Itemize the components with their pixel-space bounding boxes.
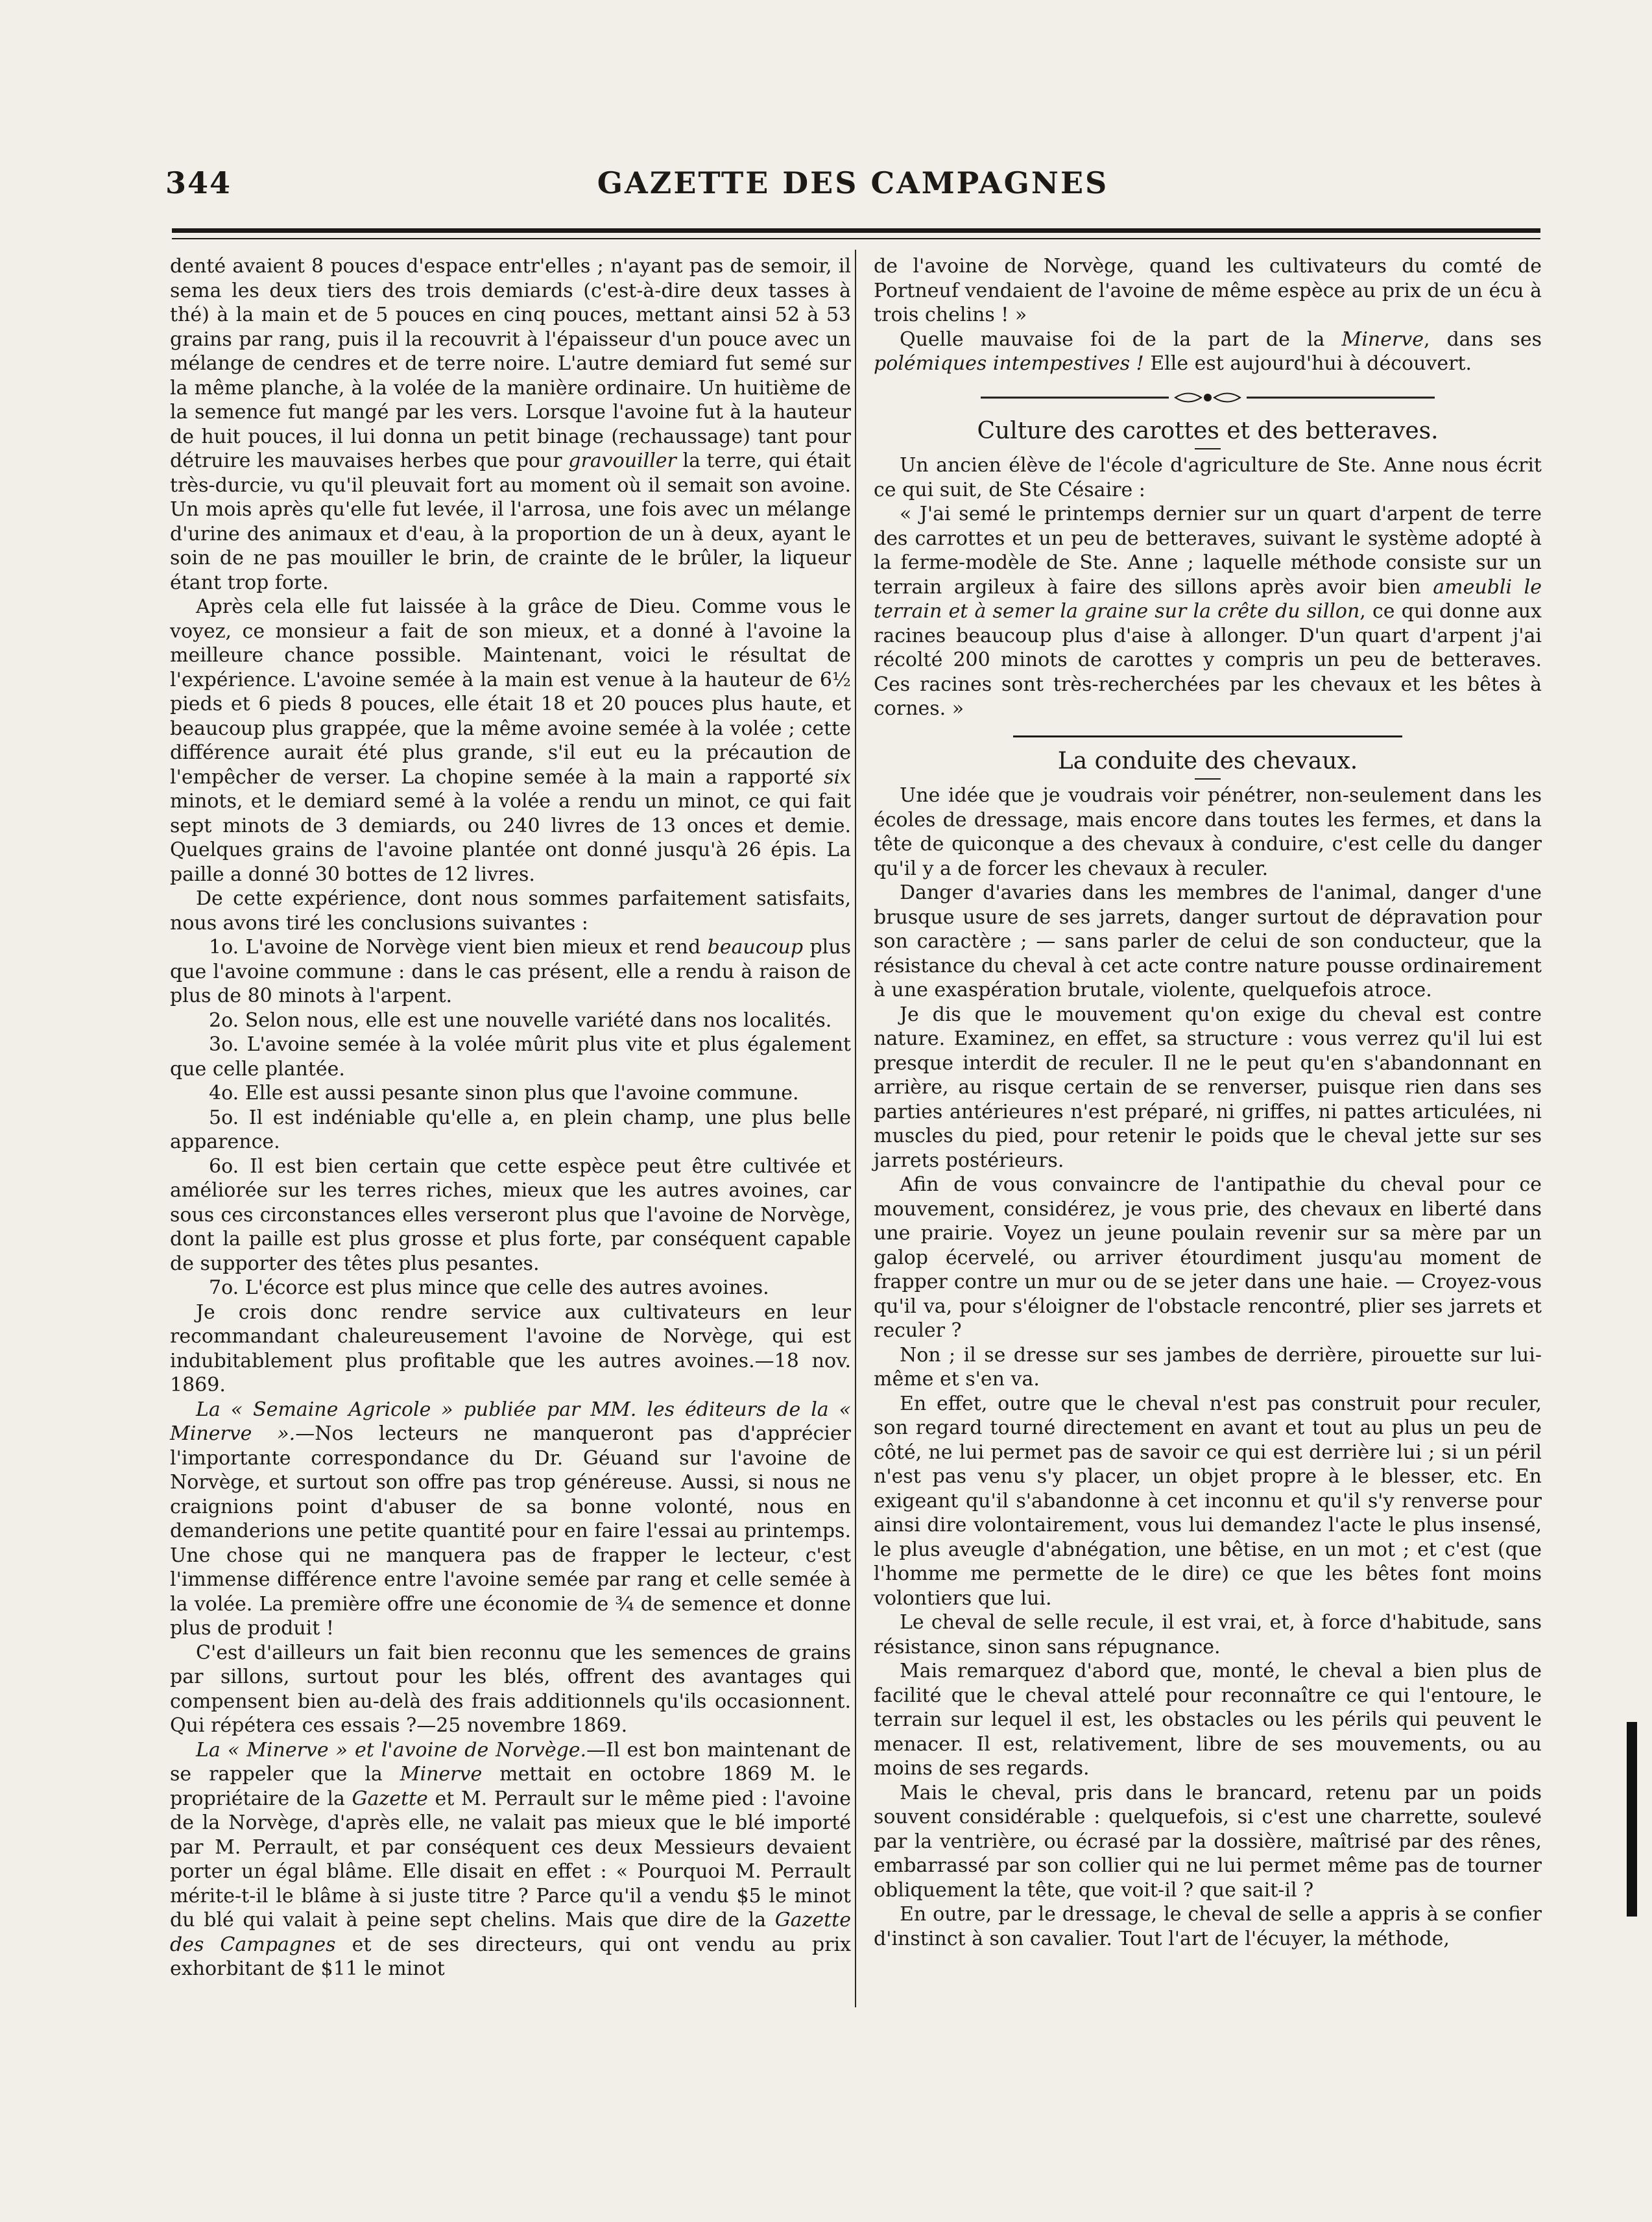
list-item: 1o. L'avoine de Norvège vient bien mieux et rend beaucoup plus que l'avoine commune : dans le cas présent, elle a rendu à raison de plus de 80 minots à l'arpent. — [170, 936, 851, 1007]
paragraph: Mais le cheval, pris dans le brancard, retenu par un poids souvent considérable : quelquefois, si c'est une charrette, soulevé par la ventrière, ou écrasé par la dossière, maîtrisé par des rênes, embarrassé par son collier qui ne lui permet même pas de tourner obliquement la tête, que voit-il ? que sait-il ? — [874, 1781, 1542, 1902]
page-number: 344 — [165, 165, 232, 200]
section-rule — [1013, 735, 1402, 737]
paragraph: Un ancien élève de l'école d'agriculture de Ste. Anne nous écrit ce qui suit, de Ste Césaire : — [874, 454, 1542, 501]
right-column — [874, 254, 1542, 1951]
paragraph: Non ; il se dresse sur ses jambes de derrière, pirouette sur lui-même et s'en va. — [874, 1343, 1542, 1391]
paragraph: Mais remarquez d'abord que, monté, le cheval a bien plus de facilité que le cheval attelé pour reconnaître ce qui l'entoure, le terrain sur lequel il est, les obstacles ou les périls qui peuvent le menacer. Il est, relativement, libre de ses mouvements, ou au moins de ses regards. — [874, 1660, 1542, 1780]
paragraph: C'est d'ailleurs un fait bien reconnu que les semences de grains par sillons, surtout pour les blés, offrent des avantages qui compensent bien au-delà des frais additionnels qu'ils occasionnent. Qui répétera ces essais ?—25 novembre 1869. — [170, 1641, 851, 1737]
list-item: 6o. Il est bien certain que cette espèce peut être cultivée et améliorée sur les terres riches, mieux que les autres avoines, car sous ces circonstances elles verseront plus que l'avoine de Norvège, dont la paille est plus grosse et plus forte, par conséquent capable de supporter des têtes plus pesantes. — [170, 1154, 851, 1275]
paragraph: En effet, outre que le cheval n'est pas construit pour reculer, son regard tourné directement en avant et tout au plus un peu de côté, ne lui permet pas de savoir ce qui est derrière lui ; si un péril n'est pas venu s'y placer, un objet propre à le blesser, etc. En exigeant qu'il s'abandonne à cet inconnu et qu'il s'y renverse pour ainsi dire volontairement, vous lui demandez l'acte le plus insensé, le plus aveugle d'abnégation, une bêtise, en un mot ; et c'est (que l'homme me permette de le dire) ce que les bêtes font moins volontiers que lui. — [874, 1392, 1542, 1610]
paragraph: « J'ai semé le printemps dernier sur un quart d'arpent de terre des carrottes et un peu de betteraves, suivant le système adopté à la ferme-modèle de Ste. Anne ; laquelle méthode consiste sur un terrain argileux à faire des sillons après avoir bien ameubli le terrain et à semer la graine sur la crête du sillon, ce qui donne aux racines beaucoup plus d'aise à allonger. D'un quart d'arpent j'ai récolté 200 minots de carottes y compris un peu de betteraves. Ces racines sont très-recherchées par les chevaux et les bêtes à cornes. » — [874, 503, 1542, 720]
header-rule-thin — [172, 238, 1540, 239]
list-item: 7o. L'écorce est plus mince que celle des autres avoines. — [209, 1276, 769, 1299]
column-separator — [855, 250, 856, 2007]
paragraph: Après cela elle fut laissée à la grâce de Dieu. Comme vous le voyez, ce monsieur a fait de son mieux, et a donné à l'avoine la meilleure chance possible. Maintenant, voici le résultat de l'expérience. L'avoine semée à la main est venue à la hauteur de 6½ pieds et 6 pieds 8 pouces, elle était 18 et 20 pouces plus haute, et beaucoup plus grappée, que la même avoine semée à la volée ; cette différence aurait été plus grande, s'il eut eu la précaution de l'empêcher de verser. La chopine semée à la main a rapporté six minots, et le demiard semé à la volée a rendu un minot, ce qui fait sept minots de 3 demiards, ou 240 livres de 13 onces et demie. Quelques grains de l'avoine plantée ont donné jusqu'à 26 épis. La paille a donné 30 bottes de 12 livres. — [170, 595, 851, 886]
paragraph: En outre, par le dressage, le cheval de selle a appris à se confier d'instinct à son cavalier. Tout l'art de l'écuyer, la méthode, — [874, 1903, 1542, 1950]
left-column — [170, 254, 851, 1981]
paragraph: De cette expérience, dont nous sommes parfaitement satisfaits, nous avons tiré les conclusions suivantes : — [170, 887, 851, 935]
paragraph: La « Semaine Agricole » publiée par MM. les éditeurs de la « Minerve ».—Nos lecteurs ne manqueront pas d'apprécier l'importante correspondance du Dr. Géuand sur l'avoine de Norvège, et surtout son offre pas trop généreuse. Aussi, si nous ne craignions point d'abuser de sa bonne volonté, nous en demanderions une petite quantité pour en faire l'essai au printemps. Une chose qui ne manquera pas de frapper le lecteur, c'est l'immense différence entre l'avoine semée par rang et celle semée à la volée. La première offre une économie de ¾ de semence et donne plus de produit ! — [170, 1398, 851, 1640]
ornament-divider-icon — [981, 388, 1435, 407]
paragraph: Le cheval de selle recule, il est vrai, et, à force d'habitude, sans résistance, sinon sans répugnance. — [874, 1611, 1542, 1658]
list-item: 4o. Elle est aussi pesante sinon plus que l'avoine commune. — [209, 1082, 799, 1105]
paragraph: Je crois donc rendre service aux cultivateurs en leur recommandant chaleureusement l'avoine de Norvège, qui est indubitablement plus profitable que les autres avoines.—18 nov. 1869. — [170, 1300, 851, 1396]
margin-bar — [1627, 1722, 1637, 1917]
page-header — [165, 165, 1540, 217]
paragraph: Une idée que je voudrais voir pénétrer, non-seulement dans les écoles de dressage, mais encore dans toutes les fermes, et dans la tête de quiconque a des chevaux à conduire, c'est celle du danger qu'il y a de forcer les chevaux à reculer. — [874, 784, 1542, 880]
header-rule-thick — [172, 228, 1540, 233]
paragraph: Quelle mauvaise foi de la part de la Minerve, dans ses polémiques intempestives ! Elle est aujourd'hui à découvert. — [874, 328, 1542, 375]
title-dash — [1195, 448, 1221, 449]
paragraph: denté avaient 8 pouces d'espace entr'elles ; n'ayant pas de semoir, il sema les deux tiers des trois demiards (c'est-à-dire deux tasses à thé) à la main et de 5 pouces en cinq pouces, mettant ainsi 52 à 53 grains par rang, puis il la recouvrit à l'épaisseur d'un pouce avec un mélange de cendres et de terre noire. L'autre demiard fut semé sur la même planche, à la volée de la manière ordinaire. Un huitième de la semence fut mangé par les vers. Lorsque l'avoine fut à la hauteur de huit pouces, il lui donna un petit binage (rechaussage) tant pour détruire les mauvaises herbes que pour gravouiller la terre, qui était très-durcie, vu qu'il pleuvait fort au moment où il semait son avoine. Un mois après qu'elle fut levée, il l'arrosa, une fois avec un mélange d'urine des animaux et d'eau, à la proportion de un à deux, ayant le soin de ne pas mouiller le brin, de crainte de le brûler, la liqueur étant trop forte. — [170, 255, 851, 594]
list-item: 3o. L'avoine semée à la volée mûrit plus vite et plus également que celle plantée. — [170, 1033, 851, 1081]
paragraph: Afin de vous convaincre de l'antipathie du cheval pour ce mouvement, considérez, je vous prie, des chevaux en liberté dans une prairie. Voyez un jeune poulain revenir sur sa mère par un galop écervelé, ou arriver étourdiment jusqu'au moment de frapper contre un mur ou de se jeter dans une haie. — Croyez-vous qu'il va, pour s'éloigner de l'obstacle rencontré, plier ses jarrets et reculer ? — [874, 1173, 1542, 1342]
running-title: GAZETTE DES CAMPAGNES — [597, 165, 1109, 200]
section-title: La conduite des chevaux. — [1057, 747, 1358, 774]
paragraph: La « Minerve » et l'avoine de Norvège.—Il est bon maintenant de se rappeler que la Minerve mettait en octobre 1869 M. le propriétaire de la Gazette et M. Perrault sur le même pied : l'avoine de la Norvège, d'après elle, ne valait pas mieux que le blé importé par M. Perrault, et par conséquent ces deux Messieurs devaient porter un égal blâme. Elle disait en effet : « Pourquoi M. Perrault mérite-t-il le blâme à si juste titre ? Parce qu'il a vendu $5 le minot du blé qui valait à peine sept chelins. Mais que dire de la Gazette des Campagnes et de ses directeurs, qui ont vendu au prix exhorbitant de $11 le minot — [170, 1738, 851, 1980]
list-item: 5o. Il est indéniable qu'elle a, en plein champ, une plus belle apparence. — [170, 1106, 851, 1153]
title-dash — [1195, 778, 1221, 780]
section-title: Culture des carottes et des betteraves. — [977, 417, 1439, 444]
paragraph: Danger d'avaries dans les membres de l'animal, danger d'une brusque usure de ses jarrets, danger surtout de dépravation pour son caractère ; — sans parler de celui de son conducteur, que la résistance du cheval à cet acte contre nature pousse ordinairement à une exaspération brutale, violente, quelquefois atroce. — [874, 881, 1542, 1001]
paragraph: de l'avoine de Norvège, quand les cultivateurs du comté de Portneuf vendaient de l'avoine de même espèce au prix de un écu à trois chelins ! » — [874, 255, 1542, 326]
paragraph: Je dis que le mouvement qu'on exige du cheval est contre nature. Examinez, en effet, sa structure : vous verrez qu'il lui est presque interdit de reculer. Il ne le peut qu'en s'abandonnant en arrière, au risque certain de se renverser, puisque rien dans ses parties antérieures n'est préparé, ni griffes, ni pattes articulées, ni muscles du pied, pour retenir le poids que le cheval jette sur ses jarrets postérieurs. — [874, 1003, 1542, 1172]
list-item: 2o. Selon nous, elle est une nouvelle variété dans nos localités. — [209, 1009, 832, 1032]
